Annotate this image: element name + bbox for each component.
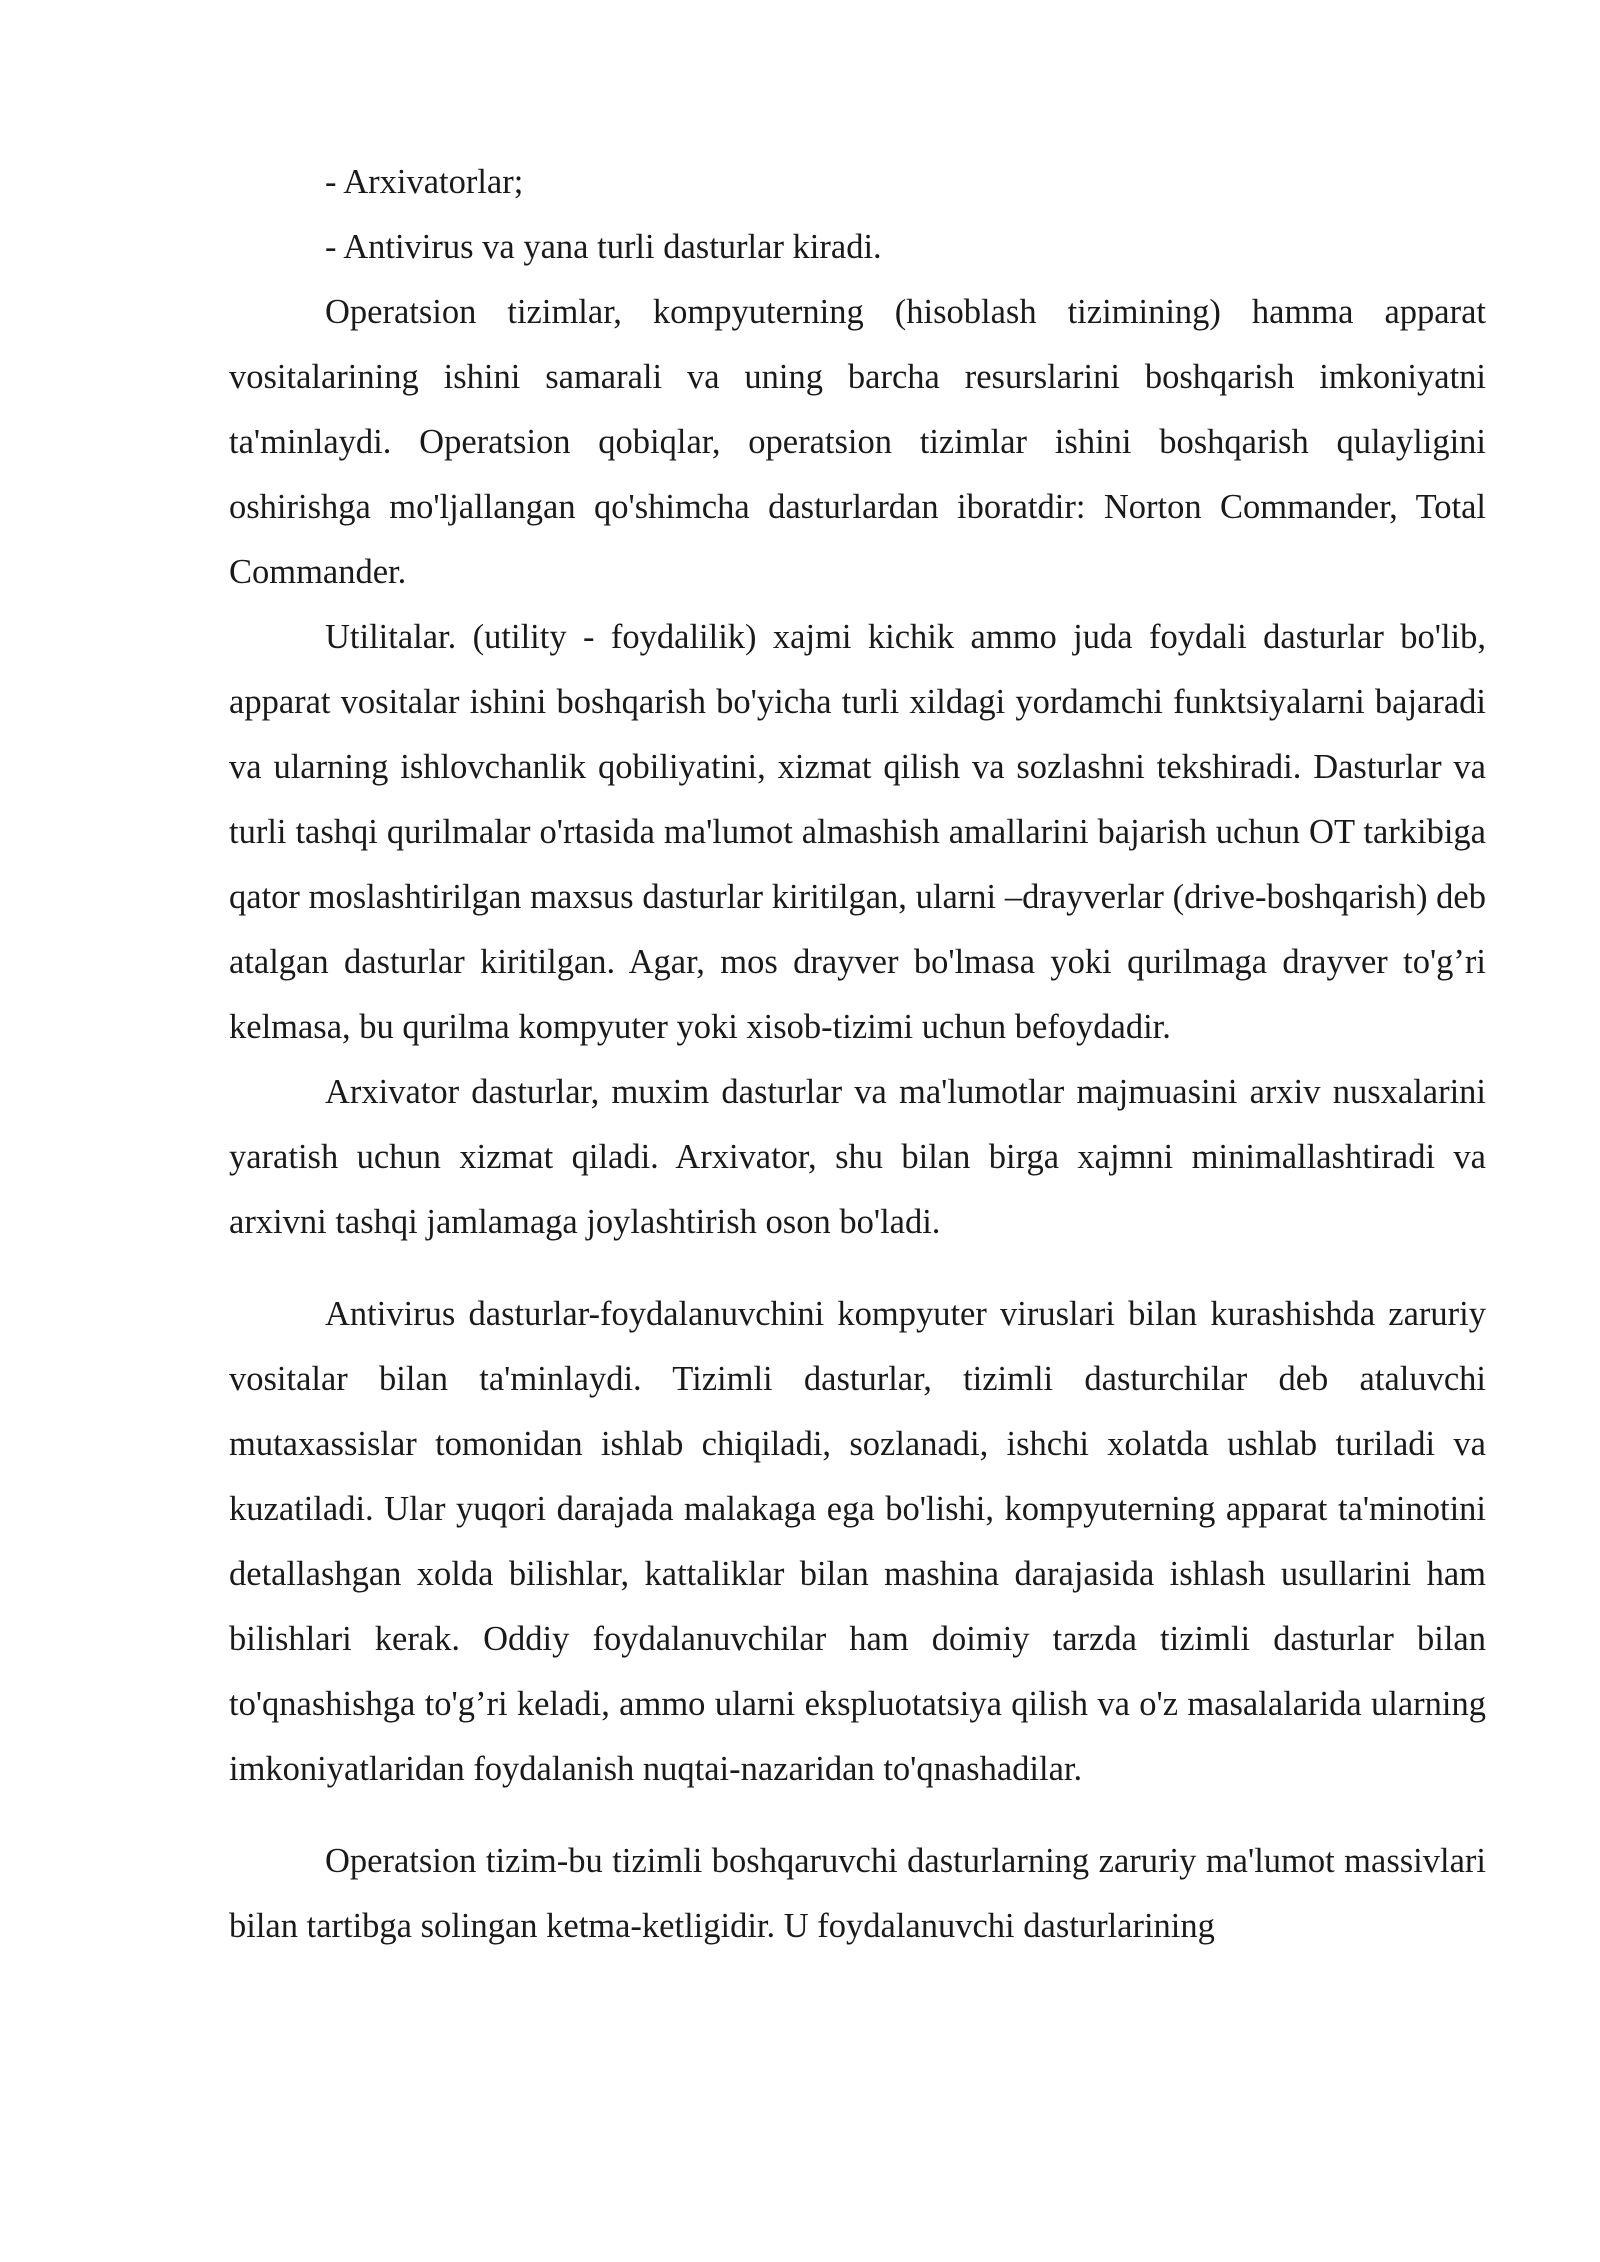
paragraph-archivers: Arxivator dasturlar, muxim dasturlar va ma'lumotlar majmuasini arxiv nusxalarini yaratish uchun xizmat qiladi. Arxivator, shu bilan birga xajmni minimallashtiradi va arxivni tashqi jamlamaga joylashtirish oson bo'ladi. xyxy=(229,1073,1486,1241)
document-body xyxy=(229,150,1486,1959)
paragraph-utilities: Utilitalar. (utility - foydalilik) xajmi kichik ammo juda foydali dasturlar bo'lib, apparat vositalar ishini boshqarish bo'yicha turli xildagi yordamchi funktsiyalarni bajaradi va ularning ishlovchanlik qobiliyatini, xizmat qilish va sozlashni tekshiradi. Dasturlar va turli tashqi qurilmalar o'rtasida ma'lumot almashish amallarini bajarish uchun OT tarkibiga qator moslashtirilgan maxsus dasturlar kiritilgan, ularni –drayverlar (drive-boshqarish) deb atalgan dasturlar kiritilgan. Agar, mos drayver bo'lmasa yoki qurilmaga drayver to'g’ri kelmasa, bu qurilma kompyuter yoki xisob-tizimi uchun befoydadir. xyxy=(229,618,1486,1046)
paragraph-operating-system-definition: Operatsion tizim-bu tizimli boshqaruvchi dasturlarning zaruriy ma'lumot massivlari bilan tartibga solingan ketma-ketligidir. U foydalanuvchi dasturlarining xyxy=(229,1842,1486,1945)
list-item-antivirus: - Antivirus va yana turli dasturlar kiradi. xyxy=(325,228,882,266)
list-item-archivers: - Arxivatorlar; xyxy=(325,163,524,201)
paragraph-operating-systems: Operatsion tizimlar, kompyuterning (hisoblash tizimining) hamma apparat vositalarining ishini samarali va uning barcha resurslarini boshqarish imkoniyatni ta'minlaydi. Operatsion qobiqlar, operatsion tizimlar ishini boshqarish qulayligini oshirishga mo'ljallangan qo'shimcha dasturlardan iboratdir: Norton Commander, Total Commander. xyxy=(229,293,1486,591)
paragraph-antivirus: Antivirus dasturlar-foydalanuvchini kompyuter viruslari bilan kurashishda zaruriy vositalar bilan ta'minlaydi. Tizimli dasturlar, tizimli dasturchilar deb ataluvchi mutaxassislar tomonidan ishlab chiqiladi, sozlanadi, ishchi xolatda ushlab turiladi va kuzatiladi. Ular yuqori darajada malakaga ega bo'lishi, kompyuterning apparat ta'minotini detallashgan xolda bilishlar, kattaliklar bilan mashina darajasida ishlash usullarini ham bilishlari kerak. Oddiy foydalanuvchilar ham doimiy tarzda tizimli dasturlar bilan to'qnashishga to'g’ri keladi, ammo ularni ekspluotatsiya qilish va o'z masalalarida ularning imkoniyatlaridan foydalanish nuqtai-nazaridan to'qnashadilar. xyxy=(229,1295,1486,1788)
